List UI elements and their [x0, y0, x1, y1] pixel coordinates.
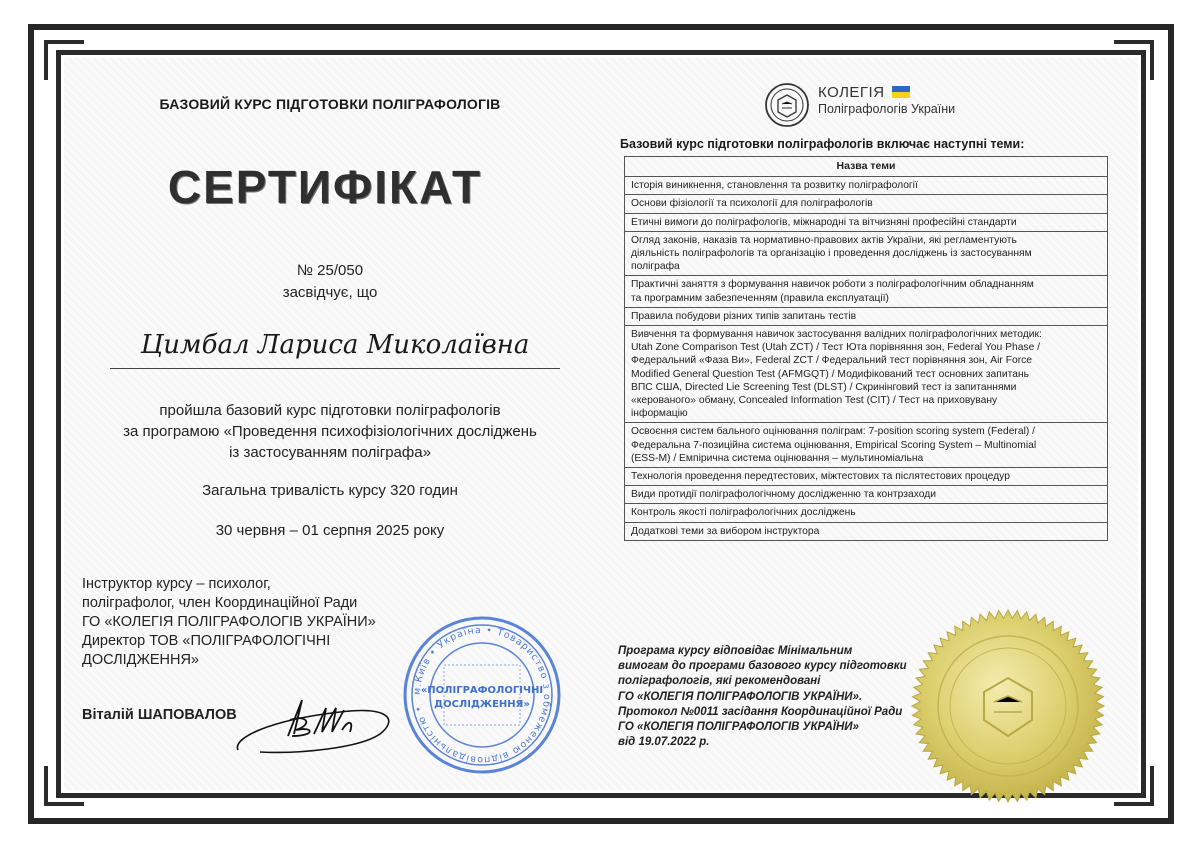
table-cell: [625, 213, 1108, 231]
instructor-line: поліграфолог, член Координаційної Ради: [82, 595, 358, 611]
table-row: [625, 177, 1108, 195]
cell-line: Вивчення та формування навичок застосування валідних поліграфологічних методик:: [631, 329, 1042, 341]
cell-line: Modified General Question Test (AFMGQT) / Модифікований тест основних запитань: [631, 368, 1029, 380]
instructor-line: ДОСЛІДЖЕННЯ»: [82, 652, 199, 668]
table-row: [625, 326, 1108, 423]
table-row: [625, 486, 1108, 504]
cell-line: поліграфа: [631, 261, 680, 273]
note-line: Протокол №0011 засідання Координаційної Ради: [618, 705, 903, 718]
topics-heading: Базовий курс підготовки поліграфологів включає наступні теми:: [620, 137, 1025, 151]
course-dates: 30 червня – 01 серпня 2025 року: [215, 522, 445, 539]
cell-line: та програмним забезпеченням (правила експлуатації): [631, 292, 889, 304]
note-line: вимогам до програми базового курсу підготовки: [618, 660, 907, 673]
table-cell: [625, 276, 1108, 307]
cell-line: Освоєння систем бального оцінювання поліграм: 7-position scoring system (Federal) /: [631, 426, 1036, 438]
table-cell: [625, 468, 1108, 486]
stamp-center-line: ДОСЛІДЖЕННЯ»: [434, 699, 530, 710]
cell-line: Історія виникнення, становлення та розвитку поліграфології: [631, 180, 918, 192]
cell-line: Види протидії поліграфологічному дослідженню та контрзаходи: [631, 489, 937, 501]
table-cell: [625, 423, 1108, 468]
completion-line: пройшла базовий курс підготовки поліграфологів: [159, 402, 501, 419]
table-cell: [625, 326, 1108, 423]
table-row: [625, 195, 1108, 213]
table-row: [625, 468, 1108, 486]
completion-line: за програмою «Проведення психофізіологічних досліджень: [123, 423, 537, 440]
cell-line: Технологія проведення передтестових, міжтестових та післятестових процедур: [631, 471, 1010, 483]
signature: [230, 690, 400, 762]
table-cell: [625, 231, 1108, 276]
table-cell: [625, 307, 1108, 325]
course-duration: Загальна тривалість курсу 320 годин: [202, 482, 458, 499]
stamp-center-line: «ПОЛІГРАФОЛОГІЧНІ: [420, 685, 544, 696]
note-line: поліграфологів, які рекомендовані: [618, 675, 821, 688]
cell-line: інформацію: [631, 408, 688, 420]
table-cell: [625, 177, 1108, 195]
table-row: [625, 213, 1108, 231]
cell-line: (ESS-M) / Емпірична система оцінювання – мультиноміальна: [631, 452, 924, 464]
table-cell: [625, 504, 1108, 522]
instructor-line: ГО «КОЛЕГІЯ ПОЛІГРАФОЛОГІВ УКРАЇНИ»: [82, 614, 376, 630]
cell-line: Практичні заняття з формування навичок роботи з поліграфологічним обладнанням: [631, 279, 1034, 291]
cell-line: Огляд законів, наказів та нормативно-правових актів України, які регламентують: [631, 234, 1017, 246]
gold-seal-icon: [908, 606, 1108, 806]
table-row: [625, 504, 1108, 522]
table-cell: [625, 195, 1108, 213]
certificate-number: № 25/050: [296, 262, 364, 279]
completion-text: [100, 400, 560, 463]
cell-line: Контроль якості поліграфологічних досліджень: [631, 507, 856, 519]
table-header: Назва теми: [625, 157, 1108, 177]
cell-line: Додаткові теми за вибором інструктора: [631, 525, 820, 537]
topics-table: [624, 156, 1108, 541]
company-stamp: [402, 615, 562, 775]
cell-line: Правила побудови різних типів запитань тестів: [631, 310, 857, 322]
logo-subtitle: Поліграфологів України: [818, 102, 956, 116]
instructor-line: Інструктор курсу – психолог,: [82, 576, 271, 592]
program-note: [618, 644, 918, 750]
table-row: [625, 307, 1108, 325]
note-line: від 19.07.2022 р.: [618, 736, 710, 749]
note-line: Програма курсу відповідає Мінімальним: [618, 645, 853, 657]
certificate-title: СЕРТИФІКАТ: [167, 161, 483, 213]
completion-line: із застосуванням поліграфа»: [229, 444, 431, 461]
stamp-ring-text: м.Київ • Україна • Товариство з обмеженою відповідальністю •: [411, 624, 553, 766]
ukraine-flag-icon: [892, 86, 910, 98]
cell-line: Основи фізіології та психології для поліграфологів: [631, 198, 873, 210]
cell-line: Етичні вимоги до поліграфологів, міжнародні та вітчизняні професійні стандарти: [631, 216, 1017, 228]
instructor-line: Директор ТОВ «ПОЛІГРАФОЛОГІЧНІ: [82, 633, 331, 649]
logo-title: КОЛЕГІЯ: [818, 84, 885, 101]
cell-line: «керованого» обману, Concealed Information Test (CIT) / Тест на приховувану: [631, 395, 998, 407]
certifies-text: засвідчує, що: [282, 284, 378, 301]
cell-line: діяльність поліграфологів та організацію і проведення досліджень із застосуванням: [631, 248, 1032, 260]
college-logo-icon: [764, 82, 810, 128]
note-line: ГО «КОЛЕГІЯ ПОЛІГРАФОЛОГІВ УКРАЇНИ».: [618, 690, 863, 703]
table-cell: [625, 486, 1108, 504]
cell-line: Федеральний «Фаза Ви», Federal ZCT / Федеральний тест порівняння зон, Air Force: [631, 355, 1033, 367]
cell-line: Федеральна 7-позиційна система оцінювання, Empirical Scoring System – Multinomial: [631, 439, 1037, 451]
table-row: [625, 423, 1108, 468]
recipient-name: Цимбал Лариса Миколаївна: [110, 330, 560, 369]
table-cell: [625, 522, 1108, 540]
instructor-name: Віталій ШАПОВАЛОВ: [82, 707, 237, 723]
course-heading: БАЗОВИЙ КУРС ПІДГОТОВКИ ПОЛІГРАФОЛОГІВ: [159, 96, 501, 112]
cell-line: Utah Zone Comparison Test (Utah ZCT) / Тест Юта порівняння зон, Federal You Phase /: [631, 342, 1041, 354]
note-line: ГО «КОЛЕГІЯ ПОЛІГРАФОЛОГІВ УКРАЇНИ»: [618, 721, 859, 734]
table-row: [625, 276, 1108, 307]
cell-line: ВПС США, Directed Lie Screening Test (DLST) / Скринінговий тест із запитаннями: [631, 381, 1017, 393]
table-row: [625, 522, 1108, 540]
table-row: [625, 231, 1108, 276]
instructor-info: [82, 575, 402, 670]
